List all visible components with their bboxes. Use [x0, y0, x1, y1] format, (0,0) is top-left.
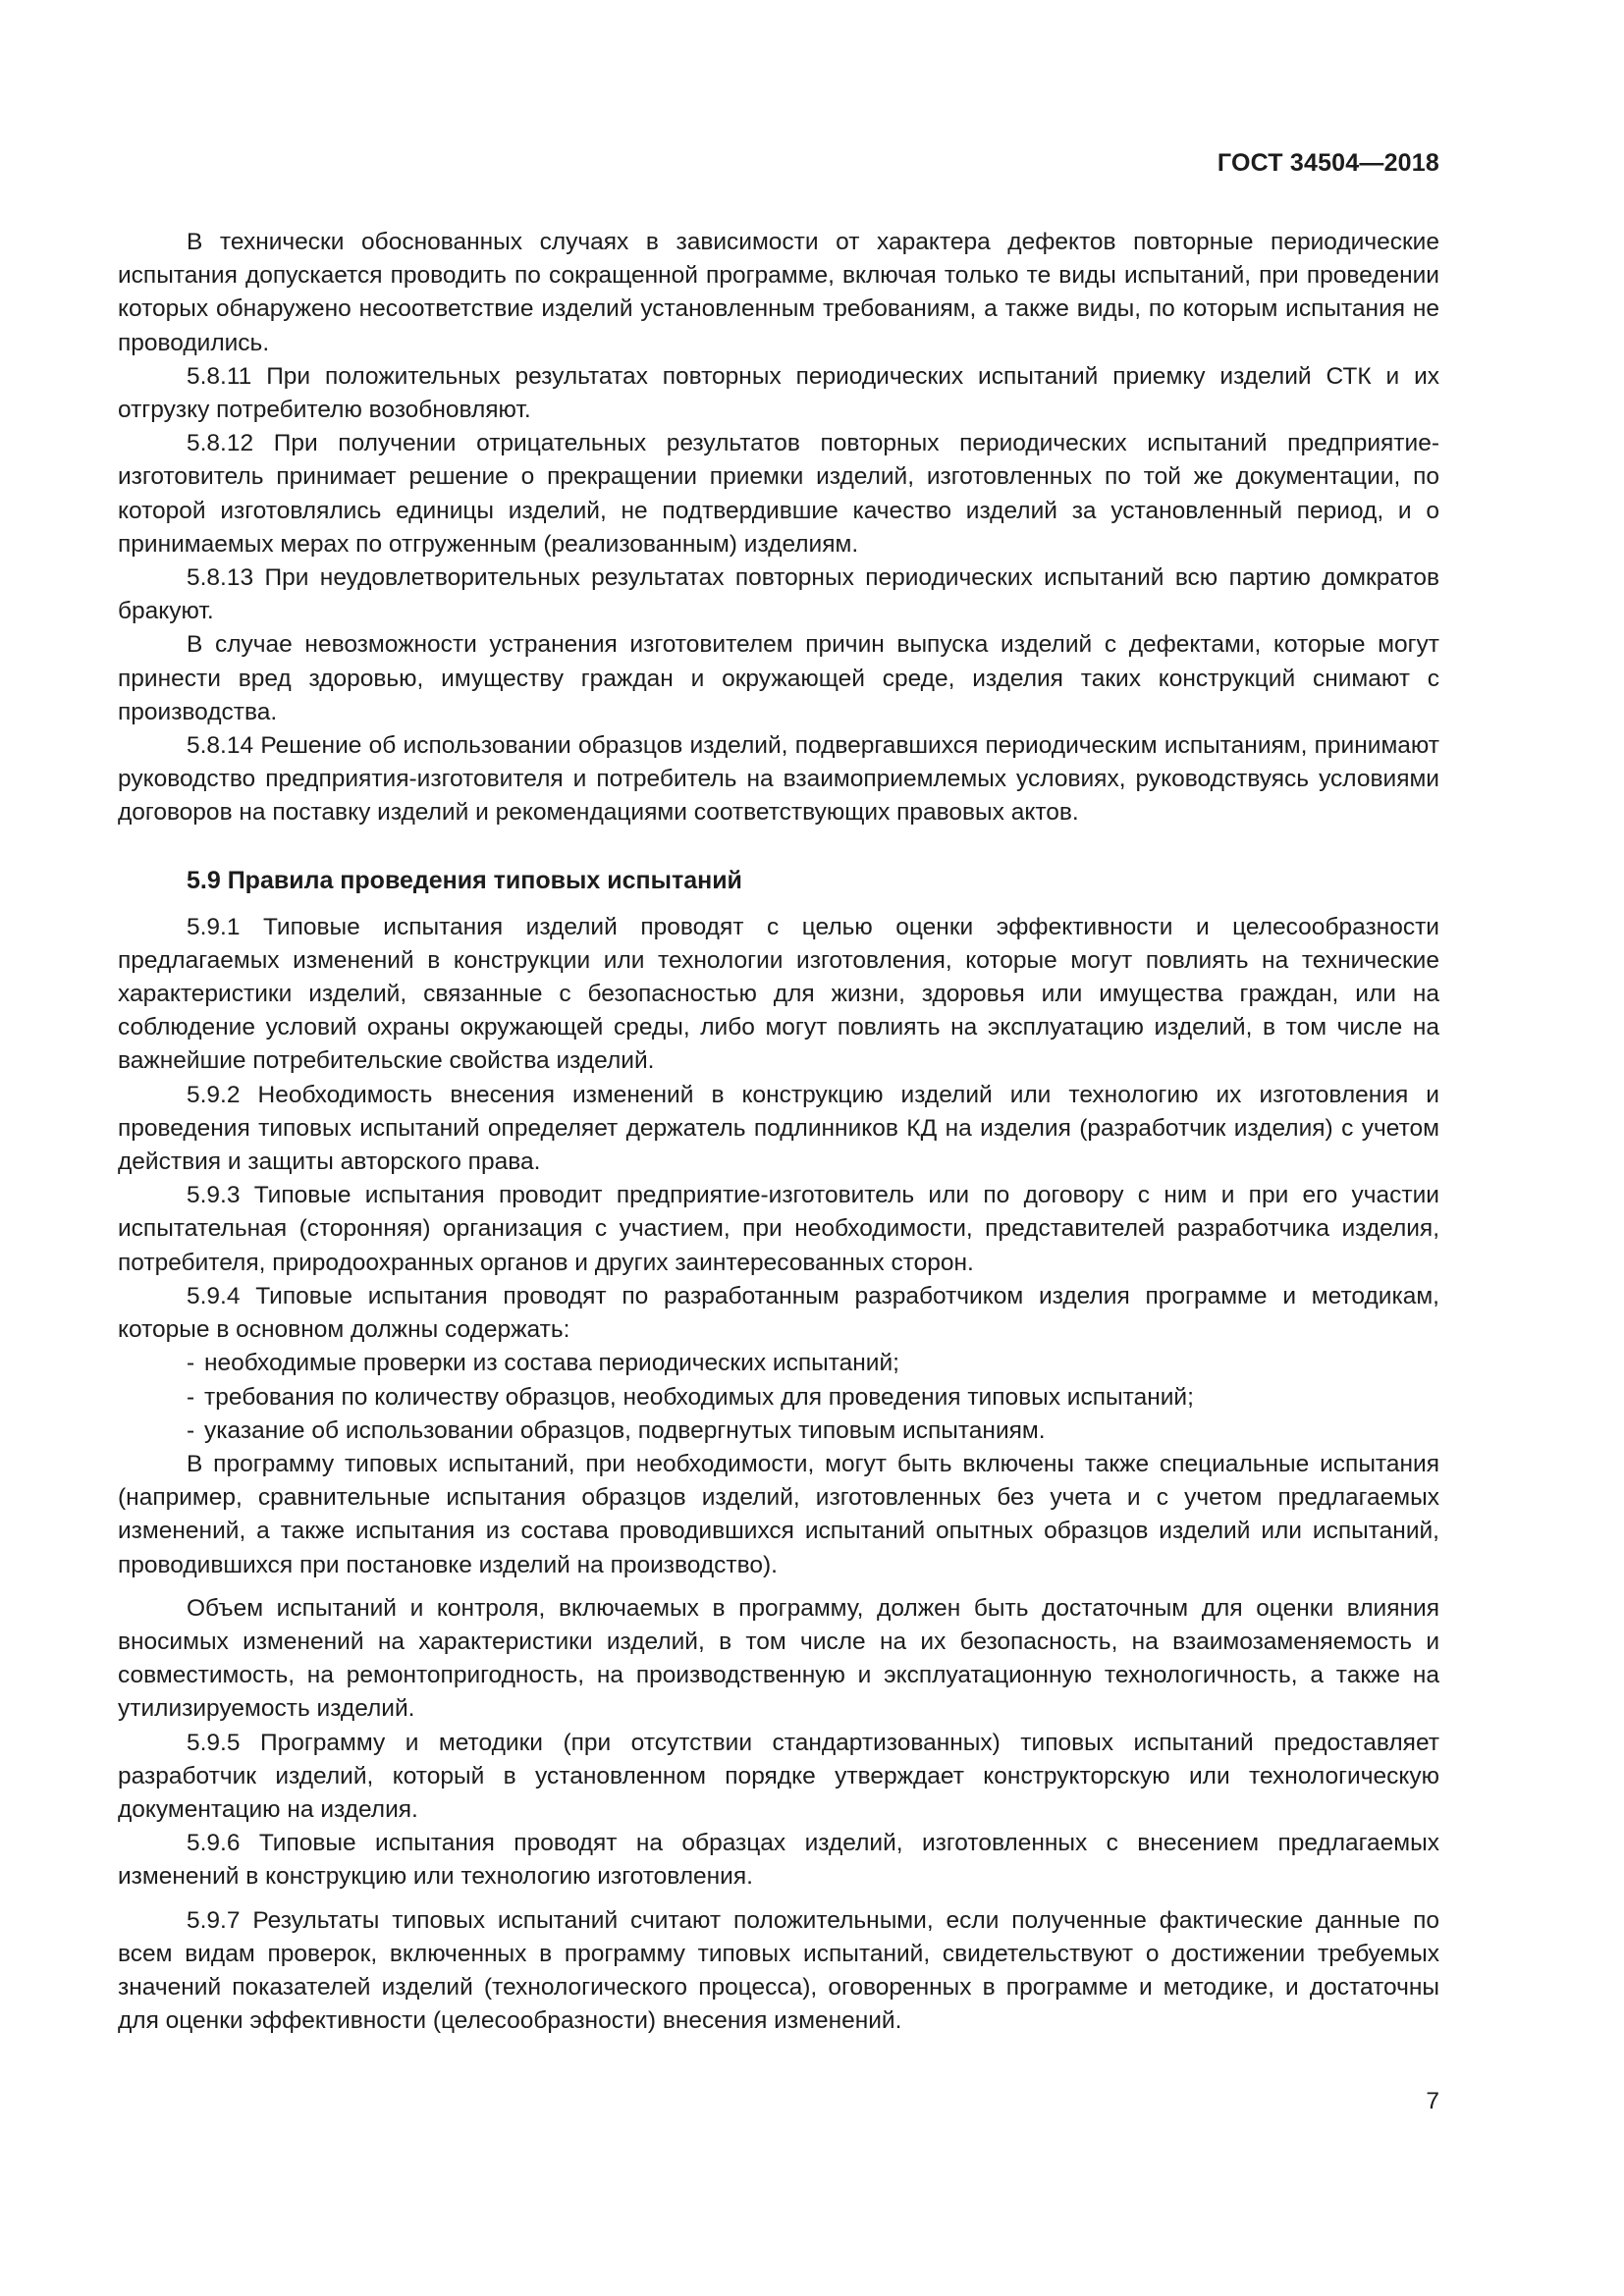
paragraph-5-9-1: 5.9.1 Типовые испытания изделий проводят с целью оценки эффективности и целесообразности предлагаемых изменений в конструкции или технологии изготовления, которые могут повлиять на технические характеристики изделий, связанные с безопасностью для жизни, здоровья или имущества граждан, или на соблюдение условий охраны окружающей среды, либо могут повлиять на эксплуатацию изделий, в том числе на важнейшие потребительские свойства изделий. [118, 913, 1439, 1075]
paragraph-5-8-13: 5.8.13 При неудовлетворительных результатах повторных периодических испытаний всю партию домкратов бракуют. [118, 564, 1439, 625]
paragraph-test-scope: Объем испытаний и контроля, включаемых в программу, должен быть достаточным для оценки влияния вносимых изменений на характеристики изделий, в том числе на их безопасность, на взаимозаменяемость и совместимость, на ремонтопригодность, на производственную и эксплуатационную технологичность, а также на утилизируемость изделий. [118, 1594, 1439, 1723]
list-item: - необходимые проверки из состава периодических испытаний; [187, 1347, 1439, 1380]
paragraph-5-9-7: 5.9.7 Результаты типовых испытаний считают положительными, если полученные фактические данные по всем видам проверок, включенных в программу типовых испытаний, свидетельствуют о достижении требуемых значений показателей изделий (технологического процесса), оговоренных в программе и методике, и достаточны для оценки эффективности (целесообразности) внесения изменений. [118, 1906, 1439, 2035]
paragraph-5-8-11: 5.8.11 При положительных результатах повторных периодических испытаний приемку изделий СТК и их отгрузку потребителю возобновляют. [118, 362, 1439, 424]
paragraph-5-9-5: 5.9.5 Программу и методики (при отсутствии стандартизованных) типовых испытаний предоставляет разработчик изделий, который в установленном порядке утверждает конструкторскую или технологическую документацию на изделия. [118, 1729, 1439, 1823]
paragraph-5-8-14: 5.8.14 Решение об использовании образцов изделий, подвергавшихся периодическим испытаниям, принимают руководство предприятия-изготовителя и потребитель на взаимоприемлемых условиях, руководствуясь условиями договоров на поставку изделий и рекомендациями соответствующих правовых актов. [118, 732, 1439, 827]
paragraph-special-tests: В программу типовых испытаний, при необходимости, могут быть включены также специальные испытания (например, сравнительные испытания образцов изделий, изготовленных без учета и с учетом предлагаемых изменений, а также испытания из состава проводившихся испытаний опытных образцов изделий или испытаний, проводившихся при постановке изделий на производство). [118, 1450, 1439, 1578]
document-body [118, 226, 1439, 2038]
paragraph-5-9-4: 5.9.4 Типовые испытания проводят по разработанным разработчиком изделия программе и методикам, которые в основном должны содержать: [118, 1282, 1439, 1344]
program-contents-list [118, 1347, 1439, 1448]
paragraph-reduced-program: В технически обоснованных случаях в зависимости от характера дефектов повторные периодические испытания допускается проводить по сокращенной программе, включая только те виды испытаний, при проведении которых обнаружено несоответствие изделий установленным требованиям, а также виды, по которым испытания не проводились. [118, 229, 1439, 356]
paragraph-5-9-2: 5.9.2 Необходимость внесения изменений в конструкцию изделий или технологию их изготовления и проведения типовых испытаний определяет держатель подлинников КД на изделия (разработчик изделия) с учетом действия и защиты авторского права. [118, 1081, 1439, 1176]
list-item: - требования по количеству образцов, необходимых для проведения типовых испытаний; [187, 1381, 1439, 1415]
document-header-standard-id: ГОСТ 34504—2018 [1217, 149, 1439, 177]
paragraph-5-9-6: 5.9.6 Типовые испытания проводят на образцах изделий, изготовленных с внесением предлагаемых изменений в конструкцию или технологию изготовления. [118, 1830, 1439, 1891]
section-heading-5-9: 5.9 Правила проведения типовых испытаний [187, 866, 742, 894]
paragraph-5-9-3: 5.9.3 Типовые испытания проводит предприятие-изготовитель или по договору с ним и при его участии испытательная (сторонняя) организация с участием, при необходимости, представителей разработчика изделия, потребителя, природоохранных органов и других заинтересованных сторон. [118, 1182, 1439, 1276]
list-item: - указание об использовании образцов, подвергнутых типовым испытаниям. [187, 1415, 1439, 1448]
paragraph-5-8-12: 5.8.12 При получении отрицательных результатов повторных периодических испытаний предприятие-изготовитель принимает решение о прекращении приемки изделий, изготовленных по той же документации, по которой изготовлялись единицы изделий, не подтвердившие качество изделий за установленный период, и о принимаемых мерах по отгруженным (реализованным) изделиям. [118, 430, 1439, 558]
paragraph-defects-removal: В случае невозможности устранения изготовителем причин выпуска изделий с дефектами, которые могут принести вред здоровью, имуществу граждан и окружающей среде, изделия таких конструкций снимают с производства. [118, 631, 1439, 725]
page-number: 7 [1426, 2088, 1439, 2114]
